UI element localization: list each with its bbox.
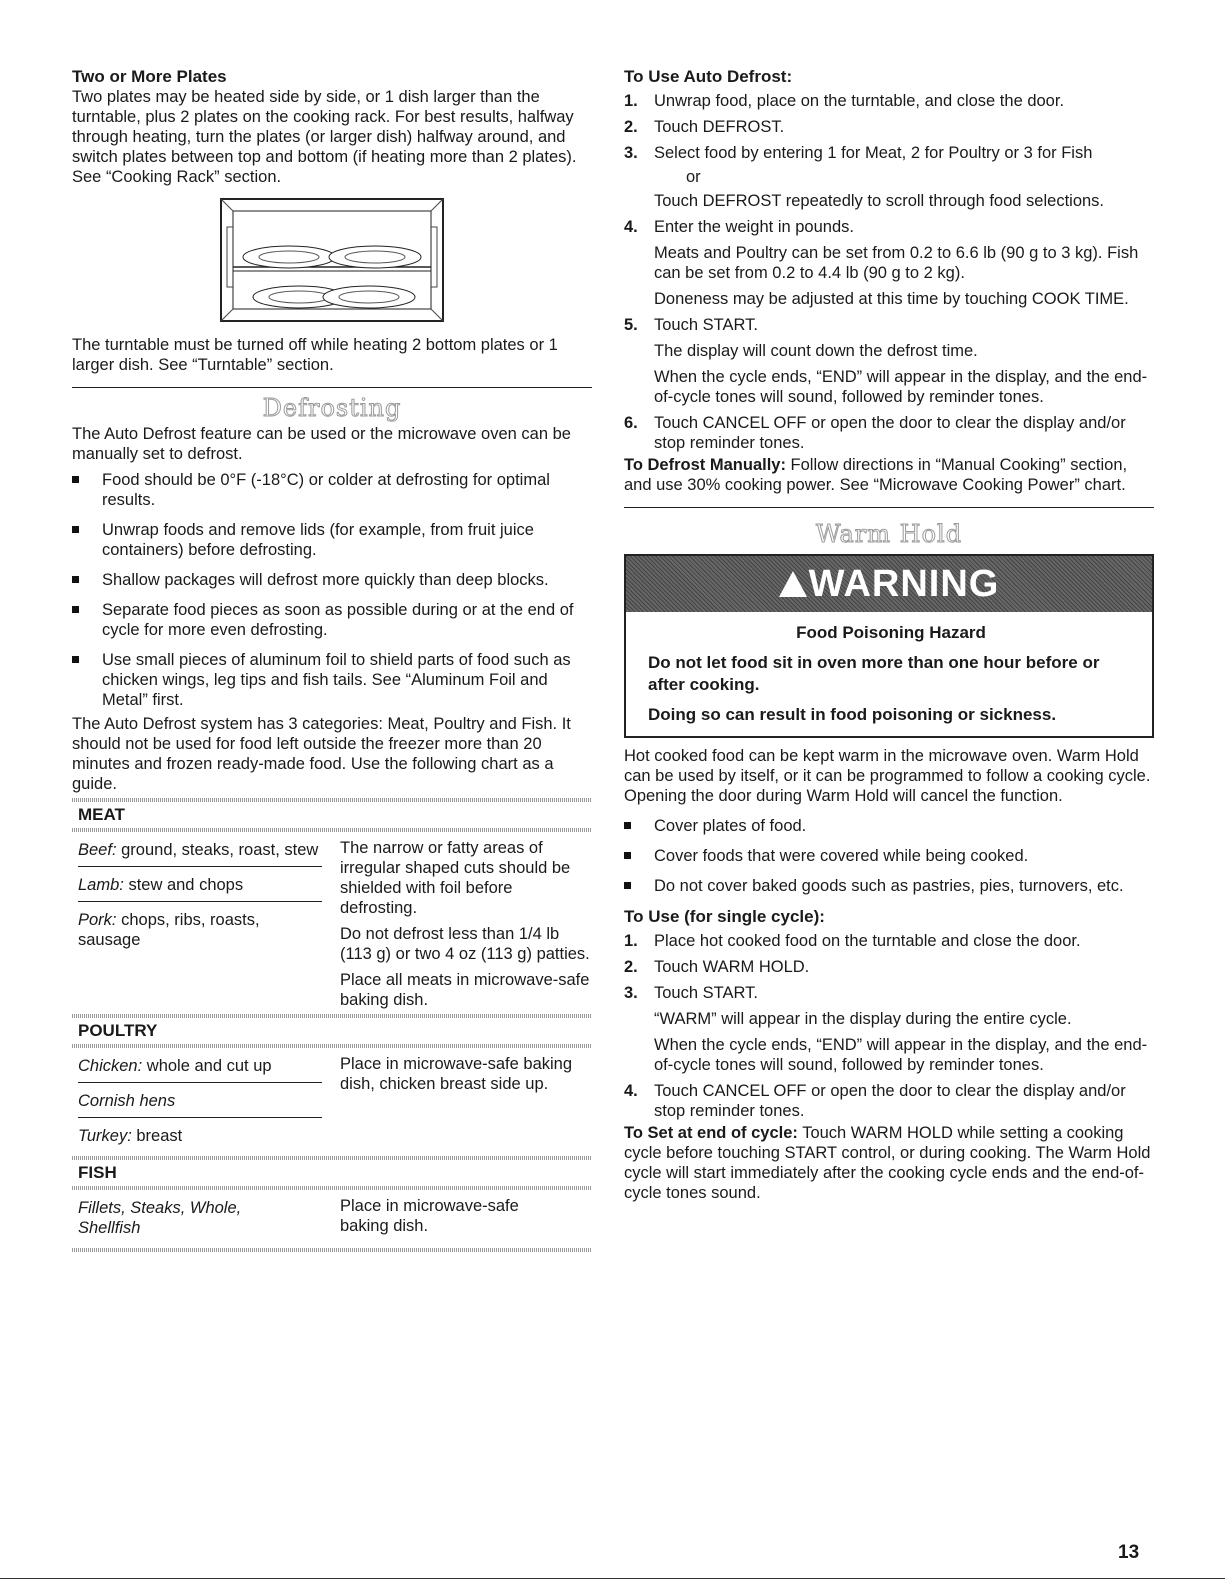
- chart-item: Chicken: whole and cut up: [78, 1057, 272, 1075]
- hazard-title: Food Poisoning Hazard: [796, 623, 986, 642]
- single-cycle-steps: [624, 931, 1154, 1121]
- left-column: [72, 66, 592, 1252]
- list-item: 4. Enter the weight in pounds. Meats and Poultry can be set from 0.2 to 6.6 lb (90 g to 3 kg). Fish can be set from 0.2 to 4.4 lb (90 g to 2 kg). Doneness may be adjusted at this time by touching COOK TIME.: [624, 218, 1139, 308]
- page-bottom-rule: [0, 1578, 1225, 1579]
- list-item: Unwrap foods and remove lids (for example, from fruit juice containers) before defrosting.: [72, 520, 592, 560]
- plates-text: Two plates may be heated side by side, or 1 dish larger than the turntable, plus 2 plates on the cooking rack. For best results, halfway through heating, turn the plates (or larger dish) halfway around, and switch plates between top and bottom (if heating more than 2 plates). See “Cooking Rack” section.: [72, 88, 577, 186]
- turntable-text: The turntable must be turned off while heating 2 bottom plates or 1 larger dish. See “Turntable” section.: [72, 336, 558, 374]
- list-item: Shallow packages will defrost more quickly than deep blocks.: [72, 570, 592, 590]
- chart-note: Place all meats in microwave-safe baking dish.: [340, 971, 590, 1009]
- list-item: 1. Unwrap food, place on the turntable, and close the door.: [624, 92, 1065, 110]
- chart-item: Fillets, Steaks, Whole, Shellfish: [78, 1199, 242, 1237]
- chart-row-fish: [72, 1190, 592, 1248]
- list-item: 6. Touch CANCEL OFF or open the door to clear the display and/or stop reminder tones.: [624, 414, 1126, 452]
- warning-word: WARNING: [808, 562, 1000, 605]
- single-cycle-heading: To Use (for single cycle):: [624, 907, 825, 926]
- warning-triangle-icon: [779, 571, 807, 597]
- chart-note: Place in microwave-safe baking dish, chicken breast side up.: [340, 1055, 573, 1093]
- list-item: Do not cover baked goods such as pastries, pies, turnovers, etc.: [624, 876, 1154, 896]
- chart-note: Place in microwave-safe baking dish.: [340, 1197, 519, 1235]
- warm-hold-title: Warm Hold: [815, 520, 963, 548]
- defrost-bullets: [72, 470, 592, 710]
- warning-banner: [626, 556, 1152, 612]
- warning-box: [624, 554, 1154, 738]
- chart-item: Cornish hens: [78, 1092, 176, 1110]
- plates-heading: Two or More Plates: [72, 67, 227, 86]
- chart-note: The narrow or fatty areas of irregular shaped cuts should be shielded with foil before defrosting.: [340, 839, 571, 917]
- chart-item: Turkey: breast: [78, 1127, 183, 1145]
- manual-defrost-text: To Defrost Manually: Follow directions in “Manual Cooking” section, and use 30% cooking power. See “Microwave Cooking Power” chart.: [624, 456, 1128, 494]
- warning-line: Doing so can result in food poisoning or sickness.: [648, 705, 1057, 724]
- list-item: Food should be 0°F (-18°C) or colder at defrosting for optimal results.: [72, 470, 592, 510]
- chart-item: Beef: ground, steaks, roast, stew: [78, 841, 319, 859]
- oven-plates-illustration: [219, 197, 445, 323]
- list-item: 2. Touch DEFROST.: [624, 118, 785, 136]
- defrost-chart: [72, 798, 592, 1252]
- chart-note: Do not defrost less than 1/4 lb (113 g) or two 4 oz (113 g) patties.: [340, 925, 590, 963]
- warning-line: Do not let food sit in oven more than one hour before or after cooking.: [648, 653, 1100, 694]
- chart-category-meat: MEAT: [78, 805, 125, 824]
- warm-hold-intro: Hot cooked food can be kept warm in the microwave oven. Warm Hold can be used by itself, or it can be programmed to follow a cooking cycle. Opening the door during Warm Hold will cancel the function.: [624, 747, 1151, 805]
- chart-row-poultry: [72, 1048, 592, 1156]
- chart-category-fish: FISH: [78, 1163, 117, 1182]
- list-item: Cover plates of food.: [624, 816, 1154, 836]
- list-item: 4. Touch CANCEL OFF or open the door to clear the display and/or stop reminder tones.: [624, 1082, 1126, 1120]
- list-item: 2. Touch WARM HOLD.: [624, 958, 810, 976]
- list-item: 5. Touch START. The display will count down the defrost time. When the cycle ends, “END” will appear in the display, and the end-of-cycle tones will sound, followed by reminder tones.: [624, 316, 1148, 406]
- defrost-intro: The Auto Defrost feature can be used or the microwave oven can be manually set to defrost.: [72, 425, 571, 463]
- auto-defrost-heading: To Use Auto Defrost:: [624, 67, 793, 86]
- warm-hold-bullets: [624, 816, 1154, 896]
- list-item: 3. Touch START. “WARM” will appear in the display during the entire cycle. When the cycle ends, “END” will appear in the display, and the end-of-cycle tones will sound, followed by reminder tones.: [624, 984, 1148, 1074]
- chart-item: Lamb: stew and chops: [78, 876, 244, 894]
- chart-divider: [72, 1248, 592, 1252]
- list-item: Use small pieces of aluminum foil to shield parts of food such as chicken wings, leg tips and fish tails. See “Aluminum Foil and Metal” first.: [72, 650, 592, 710]
- defrosting-title: Defrosting: [262, 394, 402, 422]
- chart-item: Pork: chops, ribs, roasts, sausage: [78, 911, 260, 949]
- list-item: Separate food pieces as soon as possible during or at the end of cycle for more even defrosting.: [72, 600, 592, 640]
- chart-row-meat: [72, 832, 592, 1014]
- chart-category-poultry: POULTRY: [78, 1021, 158, 1040]
- page-number: 13: [1118, 1542, 1140, 1563]
- section-divider: [72, 387, 592, 388]
- list-item: Cover foods that were covered while being cooked.: [624, 846, 1154, 866]
- list-item: 1. Place hot cooked food on the turntable and close the door.: [624, 932, 1081, 950]
- auto-defrost-steps: [624, 91, 1154, 453]
- section-divider: [624, 507, 1154, 508]
- categories-text: The Auto Defrost system has 3 categories: Meat, Poultry and Fish. It should not be used for food left outside the freezer more than 20 minutes and frozen ready-made food. Use the following chart as a guide.: [72, 715, 571, 793]
- right-column: [624, 66, 1154, 1203]
- list-item: 3. Select food by entering 1 for Meat, 2 for Poultry or 3 for Fish or Touch DEFROST repeatedly to scroll through food selections.: [624, 144, 1105, 210]
- end-of-cycle-text: To Set at end of cycle: Touch WARM HOLD while setting a cooking cycle before touching START control, or during cooking. The Warm Hold cycle will start immediately after the cooking cycle ends and the end-of-cycle tones sound.: [624, 1124, 1151, 1202]
